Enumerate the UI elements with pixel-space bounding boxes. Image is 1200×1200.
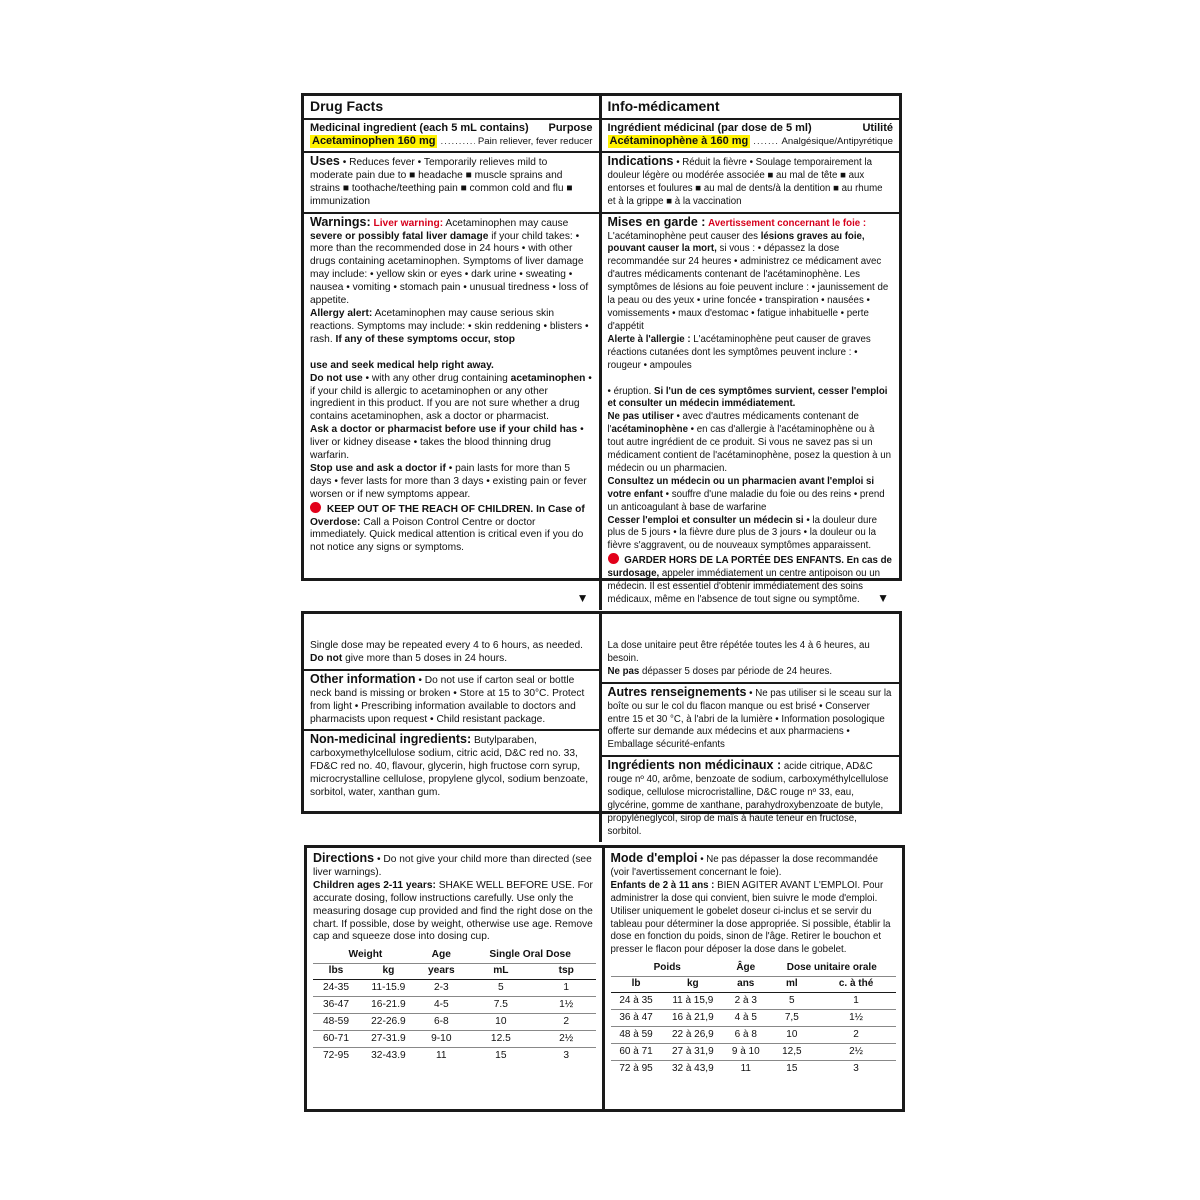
dose-header: Single Oral Dose [489,949,571,961]
children-heading: Enfants de 2 à 11 ans : [610,879,715,891]
non-medicinal-heading: Ingrédients non médicinaux : [607,758,782,773]
warnings-text-cont: si vous : • dépassez la dose recommandée sur 24 heures • administrez ce médicament avec d'autres médicaments contenant de l'acétaminophène. Les symptômes de lésions au foie peuvent inclure : • jaunissement de la peau ou des yeux • urine foncée • transpiration • nausées • vomissements • maux d'estomac • fatigue inhabituelle • perte d'appétit [607,243,889,332]
medicinal-ingredient-label: Medicinal ingredient (each 5 mL contains) [310,122,529,134]
uses-text: • Reduces fever • Temporarily relieves mild to moderate pain due to ■ headache ■ muscle sprains and strains ■ toothache/teething pain ■ common cold and flu ■ immunization [310,157,573,207]
table-cell: 2 à 3 [724,993,767,1010]
stop-use-text: • pain lasts for more than 5 days • fever lasts for more than 3 days • existing pain or fever worsen or if new symptoms appear. [310,462,587,500]
table-cell: 72-95 [322,1049,349,1061]
warnings-heading: Mises en garde : [607,214,706,229]
directions-panel [304,845,905,1112]
uses-heading: Indications [607,154,674,168]
uses-section [304,153,599,214]
non-medicinal-section [304,731,599,841]
dose-header: Dose unitaire orale [786,962,877,974]
table-cell: 48-59 [313,1014,359,1031]
warnings-text-cont: if your child takes: • more than the recommended dose in 24 hours • with other drugs containing acetaminophen. Symptoms of liver damage may include: • yellow skin or eyes • dark urine • sweating • nausea • vomiting • stomach pain • unusual tiredness • loss of appetite. [310,230,589,307]
purpose-label: Utilité [862,122,893,134]
keep-out-heading: KEEP OUT OF THE REACH OF CHILDREN. In Case of Overdose: [310,503,585,528]
non-medicinal-heading: Non-medicinal ingredients: [310,732,472,747]
stop-sign-icon [310,502,321,513]
active-purpose: Pain reliever, fever reducer [477,136,593,147]
children-text: BIEN AGITER AVANT L'EMPLOI. Pour administrer la dose qui convient, bien suivre le mode d'emploi. Utiliser uniquement le gobelet doseur ci-inclus et se servir du tableau pour déterminer la dose appropriée. Si possible, établir la dose en fonction du poids, sinon de l'âge. Retirer le bouchon et presser le flacon pour déposer la dose dans le gobelet. [610,879,891,956]
other-information-heading: Other information [310,671,416,686]
table-cell: 2½ [816,1044,896,1061]
table-row [611,1061,897,1078]
table-row [313,997,596,1014]
table-row [611,993,897,1010]
table-cell: 24 à 35 [611,993,662,1010]
drug-facts-panel [301,93,902,605]
table-cell: 9 à 10 [724,1044,767,1061]
table-cell: 7.5 [465,997,537,1014]
do-not-use-text-cont: • en cas d'allergie à l'acétaminophène ou à tout autre ingrédient de ce produit. Si vous ne savez pas si un médicament contient de l'acétaminophène, posez la question à un médecin ou un pharmacien. [607,424,892,474]
english-column [307,848,605,1109]
ask-doctor-heading: Consultez un médecin ou un pharmacien avant l'emploi si votre enfant [607,475,875,500]
do-not-bold: Do not [310,652,343,664]
uses-section [602,153,900,214]
dose-repeat-section [304,614,599,671]
dosage-table [313,948,596,1064]
children-heading: Children ages 2-11 years: [313,879,436,891]
table-row [313,1048,596,1065]
continue-arrow-icon: ▼ [576,590,589,605]
active-purpose: Analgésique/Antipyrétique [781,136,893,147]
non-medicinal-section [602,757,900,841]
directions-section [605,848,903,1109]
table-cell: 11-15.9 [359,980,418,997]
table-cell: 2-3 [418,980,465,997]
table-row [313,1014,596,1031]
stop-use-heading: Cesser l'emploi et consulter un médecin si [607,514,804,526]
do-not-bold: Ne pas [607,665,640,677]
table-cell: 22-26.9 [359,1014,418,1031]
table-row [611,1027,897,1044]
table-cell: 16-21.9 [359,997,418,1014]
french-column [605,848,903,1109]
table-row [313,1031,596,1048]
table-cell: 32-43.9 [371,1049,406,1061]
keep-out-heading: GARDER HORS DE LA PORTÉE DES ENFANTS. En cas de surdosage, [607,555,892,580]
do-not-use-heading: Do not use [310,372,363,384]
keep-out-text: Call a Poison Control Centre or doctor immediately. Quick medical attention is critical even if you do not notice any signs or symptoms. [310,516,584,554]
do-not-use-text-cont: • if your child is allergic to acetaminophen or any other ingredient in this product. If you are not sure whether a drug contains acetaminophen, ask a doctor or pharmacist. [310,372,592,423]
warnings-section [602,214,900,610]
warnings-heading: Warnings: [310,214,371,229]
table-cell: 2½ [537,1031,596,1048]
table-cell: 10 [768,1027,817,1044]
ask-doctor-text: • souffre d'une maladie du foie ou des reins • prend un anticoagulant à base de warfarine [607,488,885,513]
unit-header: kg [662,977,724,993]
unit-header: ml [768,977,817,993]
ask-doctor-text: • liver or kidney disease • takes the blood thinning drug warfarin. [310,424,584,462]
table-cell: 2 [537,1014,596,1031]
other-information-section [304,671,599,732]
table-cell: 60 à 71 [611,1044,662,1061]
other-information-heading: Autres renseignements [607,684,747,699]
english-column [304,614,602,842]
weight-header: Poids [653,962,681,974]
table-cell: 12,5 [768,1044,817,1061]
table-cell: 24-35 [313,980,359,997]
table-cell: 5 [768,993,817,1010]
allergy-continuation: use and seek medical help right away. [310,359,494,371]
unit-header: lbs [313,964,359,980]
other-information-text: • Ne pas utiliser si le sceau sur la boîte ou sur le col du flacon manque ou est brisé • Conserver entre 15 et 30 °C, à l'abri de la lumière • Information posologique offerte sur demande aux médecins et aux pharmaciens • Emballage sécurité-enfants [607,687,892,751]
dose-limit-text: give more than 5 doses in 24 hours. [345,652,508,664]
directions-heading: Mode d'emploi [610,851,698,865]
table-cell: 7,5 [768,1010,817,1027]
directions-text: • Ne pas dépasser la dose recommandée (voir l'avertissement concernant le foie). [610,854,879,878]
continue-arrow-icon: ▼ [877,590,889,605]
allergy-heading: Alerte à l'allergie : [607,333,691,345]
table-cell: 1½ [537,997,596,1014]
table-cell: 1 [816,993,896,1010]
unit-header: mL [465,964,537,980]
french-column [602,614,900,842]
other-information-text: • Do not use if carton seal or bottle neck band is missing or broken • Store at 15 to 30°C. Protect from light • Prescribing information available to doctors and pharmacists upon request • Child resistant package. [310,674,585,725]
age-header: Âge [736,962,756,974]
dose-repeat-section [602,614,900,684]
active-ingredient-section [304,120,599,153]
table-cell: 2 [816,1027,896,1044]
unit-header: ans [724,977,767,993]
directions-text: • Do not give your child more than directed (see liver warnings). [313,854,592,878]
allergy-bold: If any of these symptoms occur, stop [335,333,515,345]
table-cell: 36-47 [313,997,359,1014]
allergy-text: Acetaminophen may cause serious skin reactions. Symptoms may include: • skin reddening • blisters • rash. [310,307,589,345]
unit-header: years [418,964,465,980]
warnings-text: Acetaminophen may cause [445,217,569,229]
table-row [313,980,596,997]
allergy-bold: Si l'un de ces symptômes survient, cesser l'emploi et consulter un médecin immédiatement. [607,385,888,410]
stop-sign-icon [608,553,619,564]
unit-header: kg [359,964,418,980]
non-medicinal-text: acide citrique, AD&C rouge nº 40, arôme, benzoate de sodium, carboxyméthylcellulose sodique, cellulose microcristalline, D&C rouge nº 33, eau, glycérine, gomme de xanthane, parahydroxybenzoate de butyle, propylèneglycol, sirop de maïs à haute teneur en fructose, sorbitol. [607,761,889,837]
warnings-bold: severe or possibly fatal liver damage [310,230,489,242]
other-information-section [602,684,900,758]
age-header: Age [431,949,451,961]
liver-warning-label: Avertissement concernant le foie : [708,217,867,229]
table-cell: 36 à 47 [611,1010,662,1027]
allergy-heading: Allergy alert: [310,307,373,319]
table-cell: 16 à 21,9 [662,1010,724,1027]
table-cell: 15 [495,1049,507,1061]
leader-dots [753,135,778,148]
warnings-section [304,214,599,610]
table-cell: 32 à 43,9 [671,1062,714,1074]
active-ingredient-section [602,120,900,153]
directions-section [307,848,602,1109]
active-ingredient: Acétaminophène à 160 mg [609,135,749,147]
directions-heading: Directions [313,851,375,865]
do-not-use-heading: Ne pas utiliser [607,411,674,423]
french-column [602,96,900,610]
table-cell: 27-31.9 [359,1031,418,1048]
do-not-use-bold: acétaminophène [611,424,688,436]
table-cell: 4-5 [418,997,465,1014]
dose-repeat-text: La dose unitaire peut être répétée toutes les 4 à 6 heures, au besoin. [607,640,870,664]
stop-use-heading: Stop use and ask a doctor if [310,462,446,474]
table-cell: 10 [465,1014,537,1031]
warnings-bold: lésions graves au foie, pouvant causer la mort, [607,230,865,255]
table-cell: 11 [436,1049,447,1061]
medicinal-ingredient-label: Ingrédient médicinal (par dose de 5 ml) [607,122,812,134]
table-cell: 9-10 [418,1031,465,1048]
active-ingredient: Acetaminophen 160 mg [312,135,436,147]
warnings-text: L'acétaminophène peut causer des [607,230,758,242]
purpose-label: Purpose [548,122,593,134]
table-cell: 11 à 15,9 [662,993,724,1010]
do-not-use-text: • with any other drug containing [365,372,508,384]
non-medicinal-text: Butylparaben, carboxymethylcellulose sodium, citric acid, D&C red no. 33, FD&C red no. 40, flavour, glycerin, high fructose corn syrup, microcrystalline cellulose, propylene glycol, sodium benzoate, sorbitol, water, xanthan gum. [310,735,589,799]
english-column [304,96,602,610]
do-not-use-text: • avec d'autres médicaments contenant de l' [607,411,859,436]
unit-header: lb [611,977,662,993]
table-cell: 48 à 59 [611,1027,662,1044]
table-row [611,1044,897,1061]
uses-heading: Uses [310,154,340,168]
table-cell: 72 à 95 [619,1062,653,1074]
dose-repeat-text: Single dose may be repeated every 4 to 6 hours, as needed. [310,640,583,651]
ask-doctor-heading: Ask a doctor or pharmacist before use if your child has [310,424,578,436]
table-cell: 1½ [816,1010,896,1027]
unit-header: tsp [537,964,596,980]
panel-title: Drug Facts [304,96,599,120]
table-cell: 11 [740,1062,751,1074]
table-cell: 4 à 5 [724,1010,767,1027]
table-row [611,1010,897,1027]
table-cell: 22 à 26,9 [662,1027,724,1044]
table-cell: 60-71 [313,1031,359,1048]
children-text: SHAKE WELL BEFORE USE. For accurate dosing, follow instructions carefully. Use only the measuring dosage cup provided and find the right dose on the chart. If possible, dose by weight, otherwise use age. Remove cap and squeeze dose into dosing cup. [313,879,593,943]
allergy-continuation: • éruption. [607,385,652,397]
keep-out-text: appeler immédiatement un centre antipoison ou un médecin. Il est essentiel d'obtenir immédiatement des soins médicaux, même en l'absence de tout signe ou symptôme. [607,568,880,605]
table-cell: 27 à 31,9 [662,1044,724,1061]
do-not-use-bold: acetaminophen [510,372,586,384]
unit-header: c. à thé [816,977,896,993]
table-cell: 5 [465,980,537,997]
stop-use-text: • la douleur dure plus de 5 jours • la fièvre dure plus de 3 jours • la douleur ou la fièvre s'aggravent, ou de nouveaux symptômes apparaissent. [607,514,878,552]
table-cell: 1 [537,980,596,997]
table-cell: 3 [563,1049,570,1061]
dosing-info-panel [301,611,902,837]
panel-title: Info-médicament [602,96,900,120]
liver-warning-label: Liver warning: [373,217,444,229]
table-cell: 6 à 8 [724,1027,767,1044]
table-cell: 6-8 [418,1014,465,1031]
dose-limit-text: dépasser 5 doses par période de 24 heures. [641,665,833,677]
weight-header: Weight [348,949,383,961]
dosage-table [611,961,897,1077]
table-cell: 15 [786,1062,798,1074]
leader-dots [440,135,474,148]
table-cell: 3 [853,1062,859,1074]
allergy-text: L'acétaminophène peut causer de graves réactions cutanées dont les symptômes peuvent inclure : • rougeur • ampoules [607,333,871,371]
table-cell: 12.5 [465,1031,537,1048]
uses-text: • Réduit la fièvre • Soulage temporairement la douleur légère ou modérée associée ■ au mal de tête ■ aux entorses et foulures ■ au mal de dents/à la dentition ■ au rhume et à la grippe ■ à la vaccination [607,157,883,207]
